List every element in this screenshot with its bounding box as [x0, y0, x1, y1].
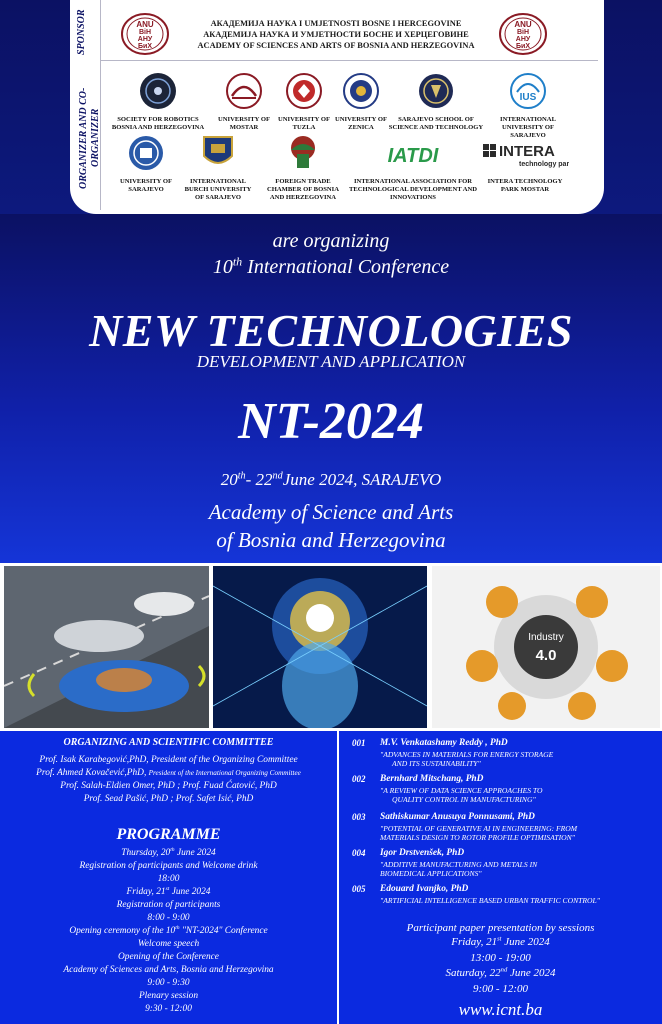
ius-logo	[509, 72, 547, 110]
org-burch	[180, 134, 256, 202]
talk-number: 003	[352, 812, 366, 822]
organizer-label: ORGANIZER AND CO-ORGANIZER	[78, 87, 101, 189]
org-chamber	[260, 134, 346, 202]
talk-item	[352, 884, 657, 908]
sessions-saturday: Saturday, 22nd June 2024	[445, 966, 556, 979]
org-name: UNIVERSITY OF SARAJEVO	[120, 178, 172, 193]
conference-code: NT-2024	[238, 393, 424, 450]
org-zenica	[334, 72, 388, 132]
talk-item	[352, 848, 657, 882]
bih-text: BiH	[138, 29, 152, 36]
anu-logo-right	[498, 12, 548, 56]
talk-item	[352, 774, 657, 808]
org-name: INTERNATIONAL UNIVERSITY OF SARAJEVO	[500, 116, 556, 139]
conference-edition: 10th International Conference	[212, 254, 450, 278]
prog-opening-conf: Opening of the Conference	[118, 952, 219, 962]
academy-name-cyrillic: АКАДЕМИЈА НАУКА И УМЈЕТНОСТИ БОСНЕ И ХЕРЦЕГОВИНЕ	[203, 30, 469, 39]
anu-text: ANU	[136, 20, 154, 29]
website-link[interactable]: www.icnt.ba	[458, 1000, 543, 1019]
talk-title: "ADDITIVE MANUFACTURING AND METALS IN BIOMEDICAL APPLICATIONS"	[380, 860, 538, 878]
panel-divider	[337, 731, 339, 1024]
talk-number: 004	[352, 848, 366, 858]
prog-fri-reg-time: 8:00 - 9:00	[147, 913, 190, 923]
prog-fri-reg: Registration of participants	[116, 900, 221, 910]
org-name: UNIVERSITY OF ZENICA	[335, 116, 387, 131]
org-iatdi	[348, 134, 478, 202]
ai-head-image	[213, 566, 427, 728]
org-name: SARAJEVO SCHOOL OF SCIENCE AND TECHNOLOGY	[388, 116, 484, 131]
prog-opening-time: 9:00 - 9:30	[147, 978, 190, 988]
org-ssst	[388, 72, 484, 132]
org-name: SOCIETY FOR ROBOTICS BOSNIA AND HERZEGOVINA	[111, 116, 205, 131]
bih-cyr-text: БиХ	[515, 43, 531, 50]
mostar-logo	[226, 72, 262, 110]
talk-item	[352, 738, 657, 772]
prog-plenary-time: 9:30 - 12:00	[145, 1004, 192, 1014]
prog-academy: Academy of Sciences and Arts, Bosnia and Herzegovina	[63, 965, 274, 975]
org-tuzla	[276, 72, 332, 132]
talk-speaker: Edouard Ivanjko, PhD	[380, 884, 469, 894]
anu-cyr-text: АНУ	[515, 36, 531, 43]
venue-line-1: Academy of Science and Arts	[208, 500, 454, 524]
ius-logo-text: IUS	[519, 92, 537, 103]
bih-cyr-text: БиХ	[137, 43, 153, 50]
iatdi-logo-text: IATDI	[387, 145, 439, 167]
conference-dates: 20th- 22ndJune 2024, SARAJEVO	[220, 470, 442, 489]
committee-line-3: Prof. Salah-Eldien Omer, PhD ; Prof. Fuad Ćatović, PhD	[60, 781, 277, 791]
org-name: UNIVERSITY OF MOSTAR	[218, 116, 270, 131]
prog-plenary: Plenary session	[138, 991, 199, 1001]
industry-4-image	[432, 566, 660, 728]
sarajevo-univ-logo	[127, 134, 165, 172]
academy-names	[178, 18, 494, 51]
sessions-friday: Friday, 21st June 2024	[451, 935, 550, 948]
programme-heading: PROGRAMME	[116, 826, 221, 843]
talk-speaker: M.V. Venkatashamy Reddy , PhD	[380, 738, 508, 748]
industry-version: 4.0	[535, 647, 557, 664]
org-name: UNIVERSITY OF TUZLA	[278, 116, 330, 131]
intera-logo	[481, 134, 569, 172]
zenica-logo	[343, 72, 379, 110]
chamber-logo	[283, 134, 323, 172]
talk-title: "A REVIEW OF DATA SCIENCE APPROACHES TO QUALITY CONTROL IN MANUFACTURING"	[380, 786, 543, 804]
main-title: NEW TECHNOLOGIES	[89, 305, 573, 356]
talk-speaker: Sathiskumar Anusuya Ponnusami, PhD	[380, 812, 535, 822]
org-name: INTERNATIONAL BURCH UNIVERSITY OF SARAJEVO	[184, 178, 252, 201]
robotics-society-logo	[138, 72, 178, 110]
prog-thursday: Thursday, 20th June 2024	[121, 846, 216, 858]
intera-logo-sub: technology park	[519, 161, 569, 168]
prog-opening: Opening ceremony of the 10th "NT-2024" Conference	[69, 924, 268, 936]
talk-speaker: Bernhard Mitschang, PhD	[380, 774, 484, 784]
autonomous-cars-image	[4, 566, 209, 728]
committee-heading: ORGANIZING AND SCIENTIFIC COMMITTEE	[63, 737, 274, 748]
prog-thu-time: 18:00	[157, 874, 180, 884]
talk-title: "POTENTIAL OF GENERATIVE AI IN ENGINEERING: FROM MATERIALS DESIGN TO ROTOR PROFILE OPTIMISATION"	[380, 824, 578, 842]
sessions-fri-time: 13:00 - 19:00	[470, 952, 531, 964]
talk-number: 002	[352, 774, 366, 784]
prog-welcome: Welcome speech	[137, 939, 200, 949]
committee-line-4: Prof. Sead Pašić, PhD ; Prof. Safet Isić, PhD	[83, 794, 254, 804]
iatdi-logo	[378, 134, 448, 172]
sponsor-divider	[100, 60, 598, 61]
anu-logo-left	[120, 12, 170, 56]
prog-friday: Friday, 21st June 2024	[126, 885, 211, 897]
ssst-logo	[418, 72, 454, 110]
org-sarajevo-univ	[116, 134, 176, 194]
talk-number: 005	[352, 884, 366, 894]
talk-title: "ARTIFICIAL INTELLIGENCE BASED URBAN TRAFFIC CONTROL"	[380, 896, 600, 905]
bih-text: BiH	[516, 29, 530, 36]
academy-name-latin: АКАДЕМИЈА НАУКА I UMJETNOSTI BOSNE I HERCEGOVINE	[210, 19, 462, 28]
org-ius	[488, 72, 568, 140]
org-robotics-society	[106, 72, 210, 132]
talk-title: "ADVANCES IN MATERIALS FOR ENERGY STORAGE AND ITS SUSTAINABILITY"	[380, 750, 554, 768]
org-name: FOREIGN TRADE CHAMBER OF BOSNIA AND HERZEGOVINA	[267, 178, 339, 201]
org-intera	[480, 134, 570, 194]
industry-label: Industry	[528, 632, 564, 643]
talk-item	[352, 812, 657, 846]
prog-thu-event: Registration of participants and Welcome drink	[79, 861, 258, 871]
sessions-sat-time: 9:00 - 12:00	[473, 983, 528, 995]
venue-line-2: of Bosnia and Herzegovina	[216, 528, 446, 552]
academy-name-english: ACADEMY OF SCIENCES AND ARTS OF BOSNIA AND HERZEGOVINA	[197, 41, 475, 50]
intera-logo-text: INTERA	[499, 143, 555, 160]
sessions-heading: Participant paper presentation by sessions	[406, 922, 595, 934]
burch-logo	[201, 134, 235, 172]
anu-cyr-text: АНУ	[137, 36, 153, 43]
are-organizing-text: are organizing	[272, 230, 390, 252]
org-name: INTERNATIONAL ASSOCIATION FOR TECHNOLOGICAL DEVELOPMENT AND INNOVATIONS	[348, 178, 478, 201]
committee-line-1: Prof. Isak Karabegović,PhD, President of the Organizing Committee	[39, 755, 298, 765]
sponsor-label: SPONSOR	[76, 9, 87, 55]
talk-number: 001	[352, 738, 366, 748]
committee-line-2: Prof. Ahmed Kovačević,PhD, President of the International Organizing Committee	[36, 768, 301, 778]
org-name: INTERA TECHNOLOGY PARK MOSTAR	[487, 178, 563, 193]
org-mostar	[216, 72, 272, 132]
subtitle: DEVELOPMENT AND APPLICATION	[196, 352, 466, 371]
talk-speaker: Igor Drstvenšek, PhD	[380, 848, 465, 858]
tuzla-logo	[286, 72, 322, 110]
anu-text: ANU	[514, 20, 532, 29]
